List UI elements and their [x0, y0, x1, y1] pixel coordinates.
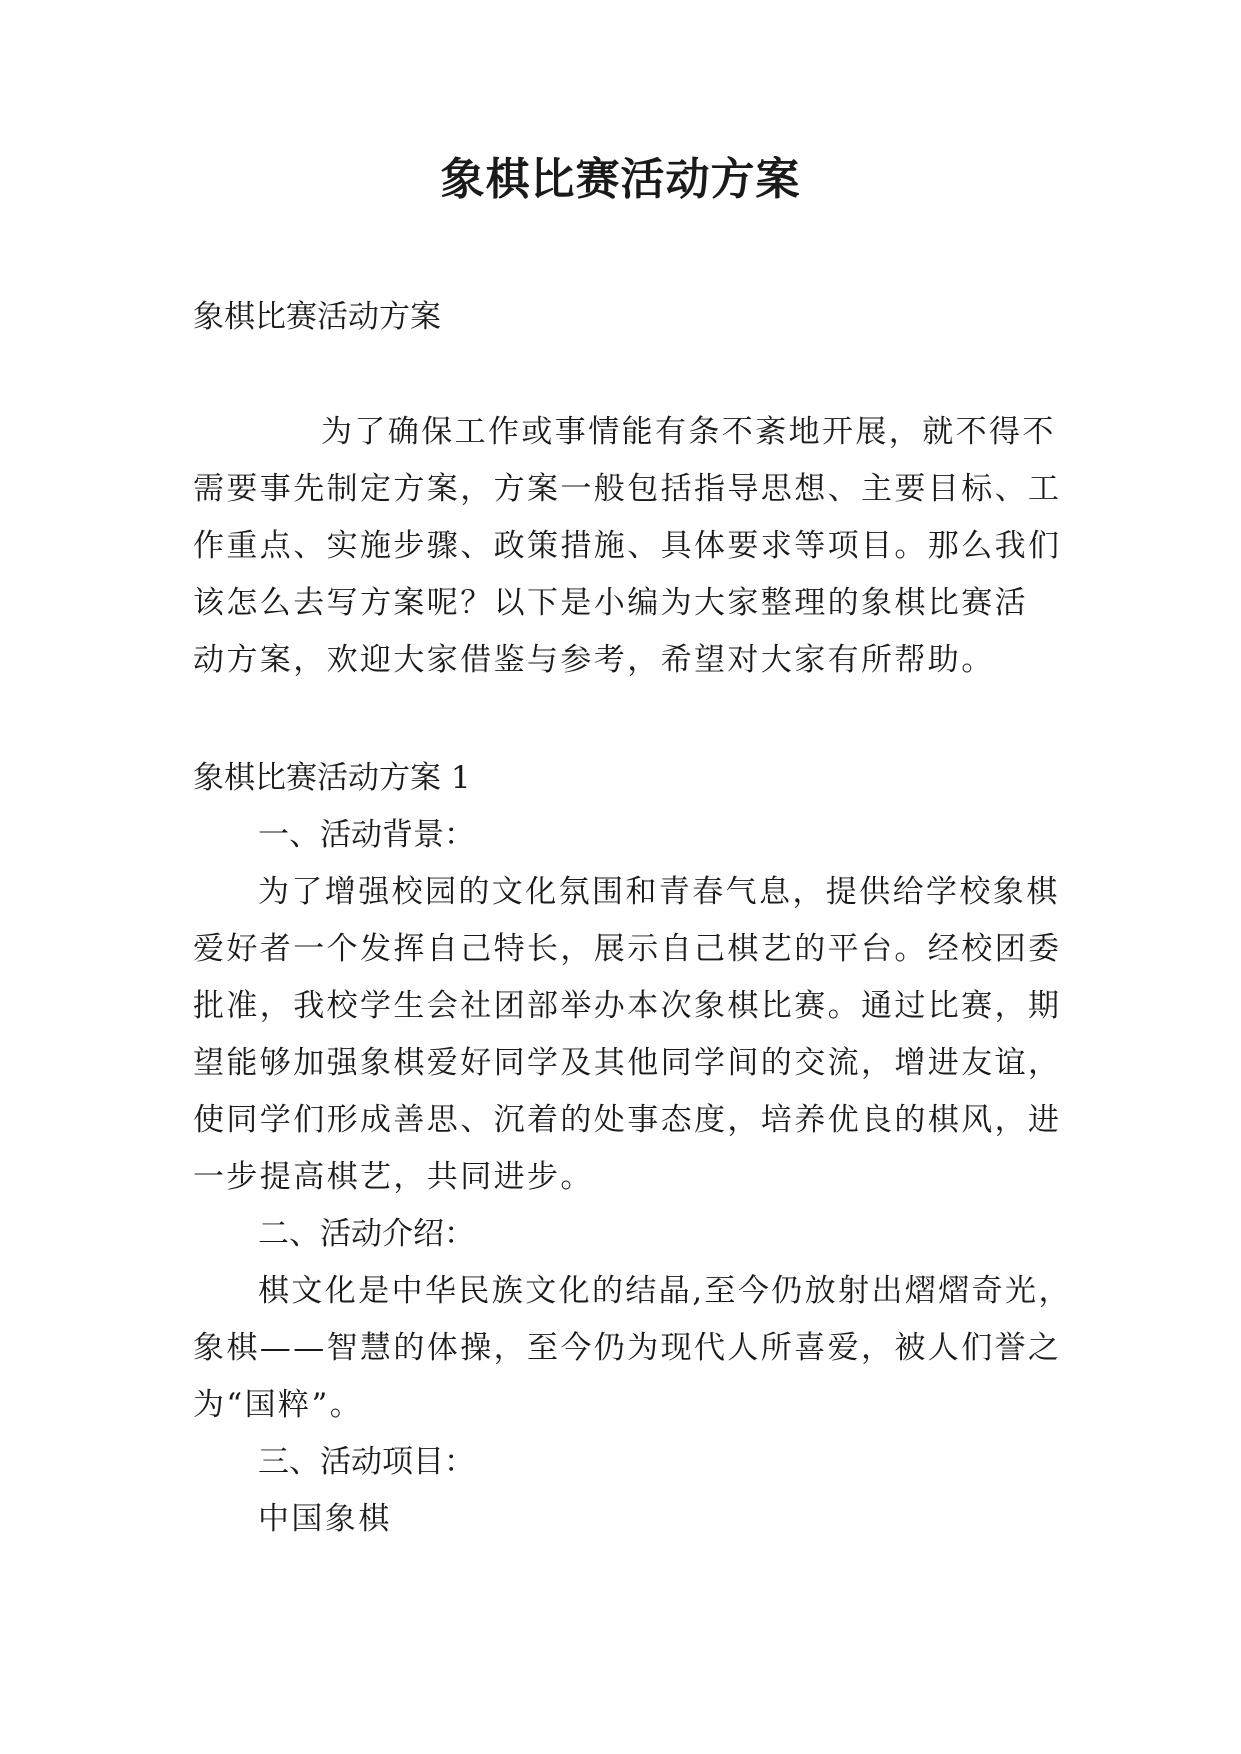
introduction-line-1: 棋文化是中华民族文化的结晶,至今仍放射出熠熠奇光， [258, 1273, 1072, 1309]
section-title: 象棋比赛活动方案 1 [193, 760, 471, 796]
intro-line-3: 作重点、实施步骤、政策措施、具体要求等项目。那么我们 [193, 528, 1062, 564]
background-line-3: 批准，我校学生会社团部举办本次象棋比赛。通过比赛，期 [193, 988, 1062, 1024]
document-subtitle: 象棋比赛活动方案 [193, 299, 441, 335]
document-title: 象棋比赛活动方案 [440, 154, 801, 205]
background-line-2: 爱好者一个发挥自己特长，展示自己棋艺的平台。经校团委 [193, 931, 1062, 967]
heading-background: 一、活动背景： [258, 817, 475, 853]
intro-line-5: 动方案，欢迎大家借鉴与参考，希望对大家有所帮助。 [193, 642, 995, 678]
background-line-4: 望能够加强象棋爱好同学及其他同学间的交流，增进友谊， [193, 1045, 1062, 1081]
intro-line-2: 需要事先制定方案，方案一般包括指导思想、主要目标、工 [193, 471, 1062, 507]
introduction-line-3: 为“国粹”。 [193, 1387, 364, 1423]
background-line-6: 一步提高棋艺，共同进步。 [193, 1159, 594, 1195]
background-line-1: 为了增强校园的文化氛围和青春气息，提供给学校象棋 [258, 874, 1060, 910]
heading-introduction: 二、活动介绍： [258, 1216, 475, 1252]
background-line-5: 使同学们形成善思、沉着的处事态度，培养优良的棋风，进 [193, 1102, 1062, 1138]
heading-projects: 三、活动项目： [258, 1444, 475, 1480]
intro-line-1: 为了确保工作或事情能有条不紊地开展，就不得不 [321, 414, 1056, 450]
introduction-line-2: 象棋——智慧的体操，至今仍为现代人所喜爱，被人们誉之 [193, 1330, 1062, 1366]
project-item-chinese-chess: 中国象棋 [258, 1501, 392, 1537]
intro-line-4: 该怎么去写方案呢？以下是小编为大家整理的象棋比赛活 [193, 585, 1028, 621]
